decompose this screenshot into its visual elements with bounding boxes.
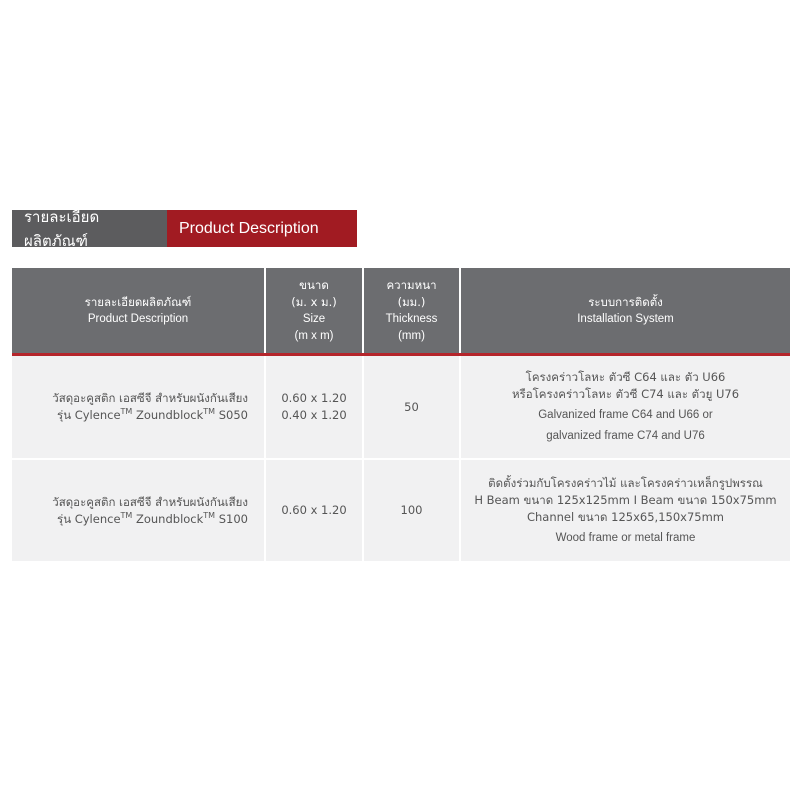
model-series: Zoundblock	[132, 511, 204, 526]
model-code: S100	[215, 511, 248, 526]
size-cell	[266, 356, 364, 458]
table-row	[12, 356, 790, 458]
model-prefix: รุ่น Cylence	[57, 511, 121, 526]
installation-line: โครงคร่าวโลหะ ตัวซี C64 และ ตัว U66	[525, 370, 726, 384]
header-text: (mm)	[398, 329, 425, 342]
header-text: Installation System	[577, 312, 674, 325]
product-model-line	[57, 407, 248, 424]
installation-line: หรือโครงคร่าวโลหะ ตัวซี C74 และ ตัวยู U76	[511, 387, 740, 401]
header-text: ความหนา	[386, 277, 437, 292]
model-prefix: รุ่น Cylence	[57, 408, 121, 422]
installation-line: H Beam ขนาด 125x125mm I Beam ขนาด 150x75mm	[474, 492, 777, 507]
header-size	[266, 268, 364, 353]
thickness-cell	[364, 356, 461, 458]
header-text: Thickness	[385, 312, 438, 325]
installation-line: Wood frame or metal frame	[555, 531, 696, 544]
product-description-cell	[12, 356, 266, 458]
installation-cell	[461, 460, 790, 561]
header-text: Product Description	[87, 312, 189, 325]
installation-line: Galvanized frame C64 and U66 or	[538, 409, 713, 421]
product-description-cell	[12, 460, 266, 561]
header-text: (มม.)	[397, 294, 426, 309]
product-name-line: วัสดุอะคูสติก เอสซีจี สำหรับผนังกันเสียง	[52, 391, 248, 405]
trademark-mark: TM	[203, 407, 216, 417]
section-title-english: Product Description	[167, 210, 357, 247]
header-text: ระบบการติดตั้ง	[588, 294, 663, 309]
table-row	[12, 460, 790, 561]
header-text: ขนาด	[299, 277, 329, 292]
header-text: รายละเอียดผลิตภัณฑ์	[84, 294, 192, 309]
size-cell	[266, 460, 364, 561]
installation-line: galvanized frame C74 and U76	[546, 430, 705, 442]
model-series: Zoundblock	[132, 408, 204, 422]
header-product-description	[12, 268, 266, 353]
product-description-table	[12, 268, 790, 561]
header-text: (m x m)	[294, 329, 334, 342]
thickness-value: 50	[404, 399, 419, 414]
model-code: S050	[215, 408, 248, 422]
trademark-mark: TM	[120, 510, 133, 520]
header-installation-system	[461, 268, 790, 353]
installation-line: ติดตั้งร่วมกับโครงคร่าวไม้ และโครงคร่าวเหล็กรูปพรรณ	[488, 475, 763, 490]
installation-cell	[461, 356, 790, 458]
thickness-value: 100	[400, 503, 423, 517]
header-text: Size	[302, 312, 326, 325]
section-title	[12, 207, 357, 250]
thickness-cell	[364, 460, 461, 561]
trademark-mark: TM	[203, 510, 216, 520]
section-title-thai: รายละเอียดผลิตภัณฑ์	[12, 210, 167, 247]
size-value: 0.60 x 1.20	[281, 503, 347, 517]
product-name-line: วัสดุอะคูสติก เอสซีจี สำหรับผนังกันเสียง	[52, 494, 248, 509]
product-model-line	[57, 511, 248, 528]
table-header-row	[12, 268, 790, 353]
installation-line: Channel ขนาด 125x65,150x75mm	[526, 509, 724, 524]
size-value: 0.40 x 1.20	[281, 408, 347, 422]
trademark-mark: TM	[120, 407, 133, 417]
header-thickness	[364, 268, 461, 353]
size-value: 0.60 x 1.20	[281, 391, 347, 405]
header-text: (ม. x ม.)	[291, 294, 337, 309]
